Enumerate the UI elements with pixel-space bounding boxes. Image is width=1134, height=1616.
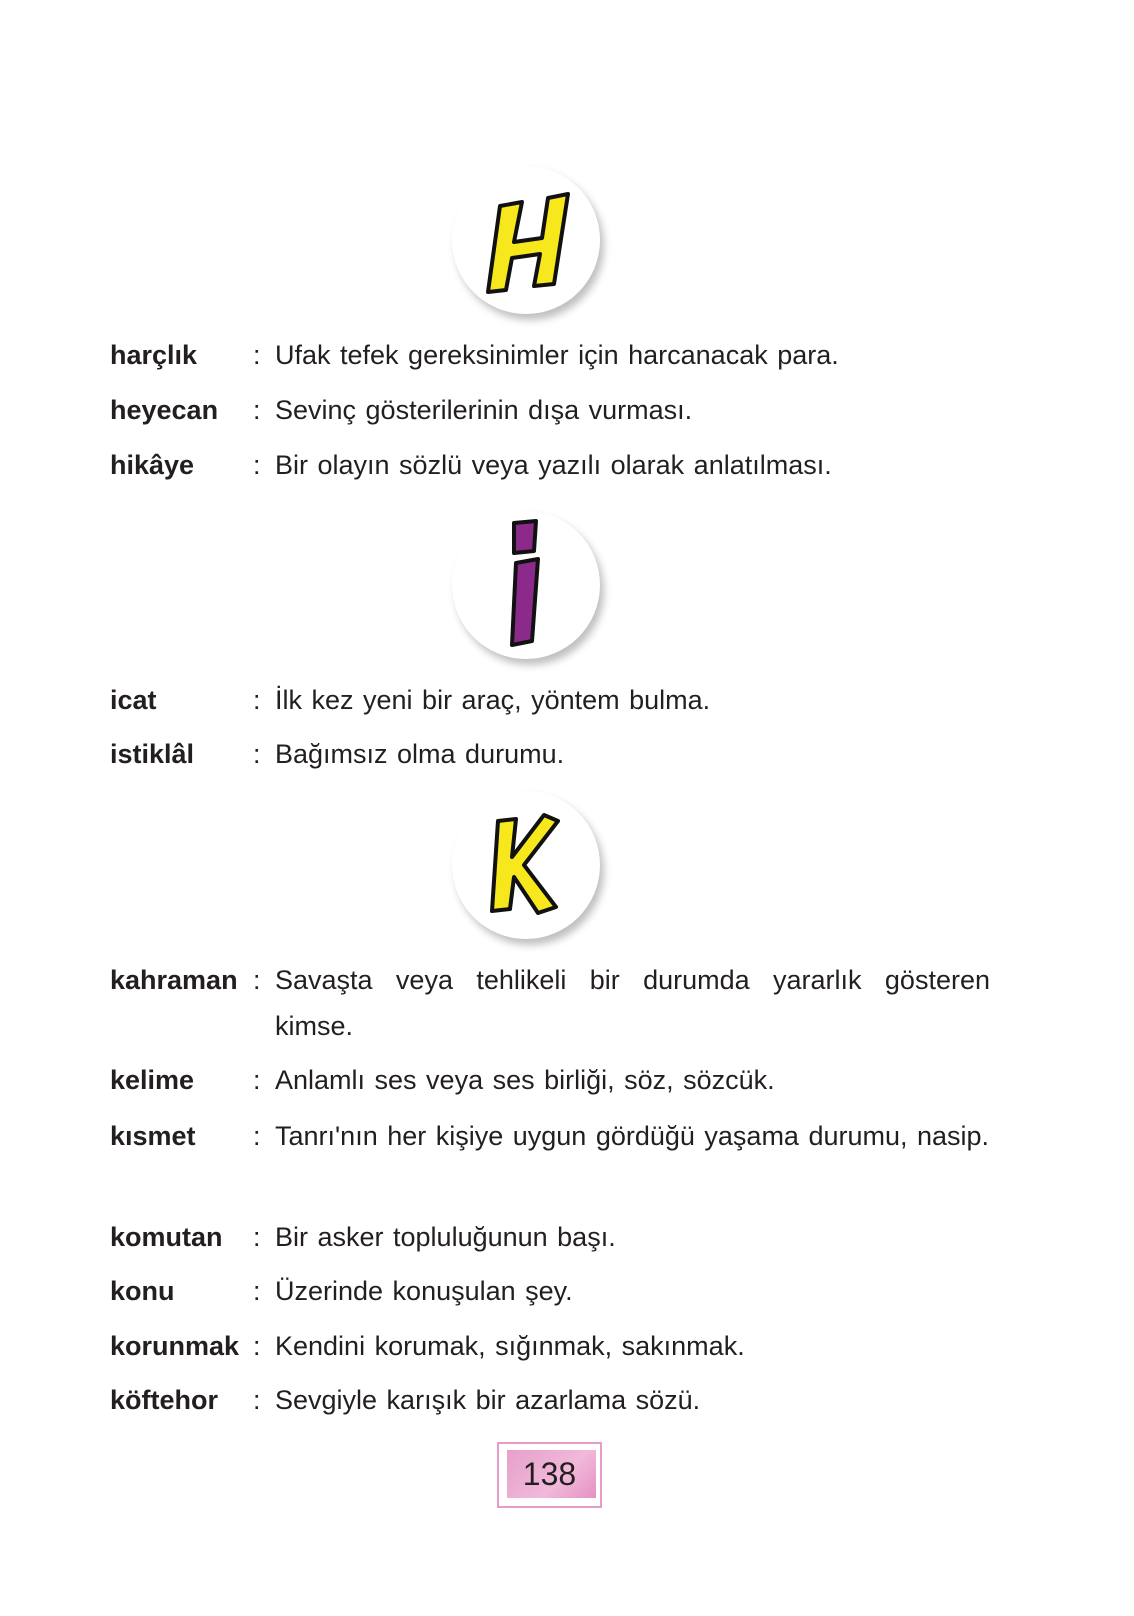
letter-h-icon — [452, 166, 600, 314]
entry-definition: İlk kez yeni bir araç, yöntem bulma. — [275, 685, 711, 715]
entry-definition: Bağımsız olma durumu. — [275, 739, 565, 769]
entry-definition: Ufak tefek gereksinimler için harcanacak para. — [275, 340, 839, 370]
entry-term: kahraman — [110, 965, 238, 995]
entry-definition: Kendini korumak, sığınmak, sakınmak. — [275, 1331, 745, 1361]
entry-colon: : — [253, 685, 261, 715]
entry-definition: Tanrı'nın her kişiye uygun gördüğü yaşama durumu, nasip. — [275, 1121, 990, 1151]
letter-badge-h — [452, 166, 600, 314]
entry-definition: Sevinç gösterilerinin dışa vurması. — [275, 395, 693, 425]
entry-colon: : — [253, 450, 261, 480]
entry-definition: Üzerinde konuşulan şey. — [275, 1276, 573, 1306]
entry-colon: : — [253, 1276, 261, 1306]
entry-definition: Anlamlı ses veya ses birliği, söz, sözcük. — [275, 1065, 775, 1095]
entry-colon: : — [253, 739, 261, 769]
entry-term: icat — [110, 685, 157, 715]
page-number: 138 — [522, 1456, 577, 1492]
entry-colon: : — [253, 1121, 261, 1151]
entry-term: konu — [110, 1276, 175, 1306]
entry-definition: Sevgiyle karışık bir azarlama sözü. — [275, 1385, 701, 1415]
entry-colon: : — [253, 1385, 261, 1415]
entry-definition: Bir asker topluluğunun başı. — [275, 1222, 616, 1252]
entry-term: istiklâl — [110, 739, 195, 769]
letter-badge-i — [452, 511, 600, 659]
entry-definition: Bir olayın sözlü veya yazılı olarak anlatılması. — [275, 450, 832, 480]
letter-i-icon — [452, 511, 600, 659]
entry-colon: : — [253, 340, 261, 370]
entry-colon: : — [253, 1222, 261, 1252]
entry-colon: : — [253, 1065, 261, 1095]
letter-badge-k — [452, 791, 600, 939]
entry-term: köftehor — [110, 1385, 218, 1415]
entry-colon: : — [253, 965, 261, 995]
entry-term: kısmet — [110, 1121, 196, 1151]
entry-term: komutan — [110, 1222, 223, 1252]
page-number-box — [497, 1442, 602, 1508]
entry-colon: : — [253, 395, 261, 425]
entry-term: kelime — [110, 1065, 195, 1095]
entry-colon: : — [253, 1331, 261, 1361]
letter-k-icon — [452, 791, 600, 939]
entry-term: heyecan — [110, 395, 219, 425]
entry-term: hikâye — [110, 450, 195, 480]
entry-term: korunmak — [110, 1331, 240, 1361]
entry-definition: Savaşta veya tehlikeli bir durumda yararlık gösteren kimse. — [275, 965, 990, 1041]
entry-term: harçlık — [110, 340, 198, 370]
